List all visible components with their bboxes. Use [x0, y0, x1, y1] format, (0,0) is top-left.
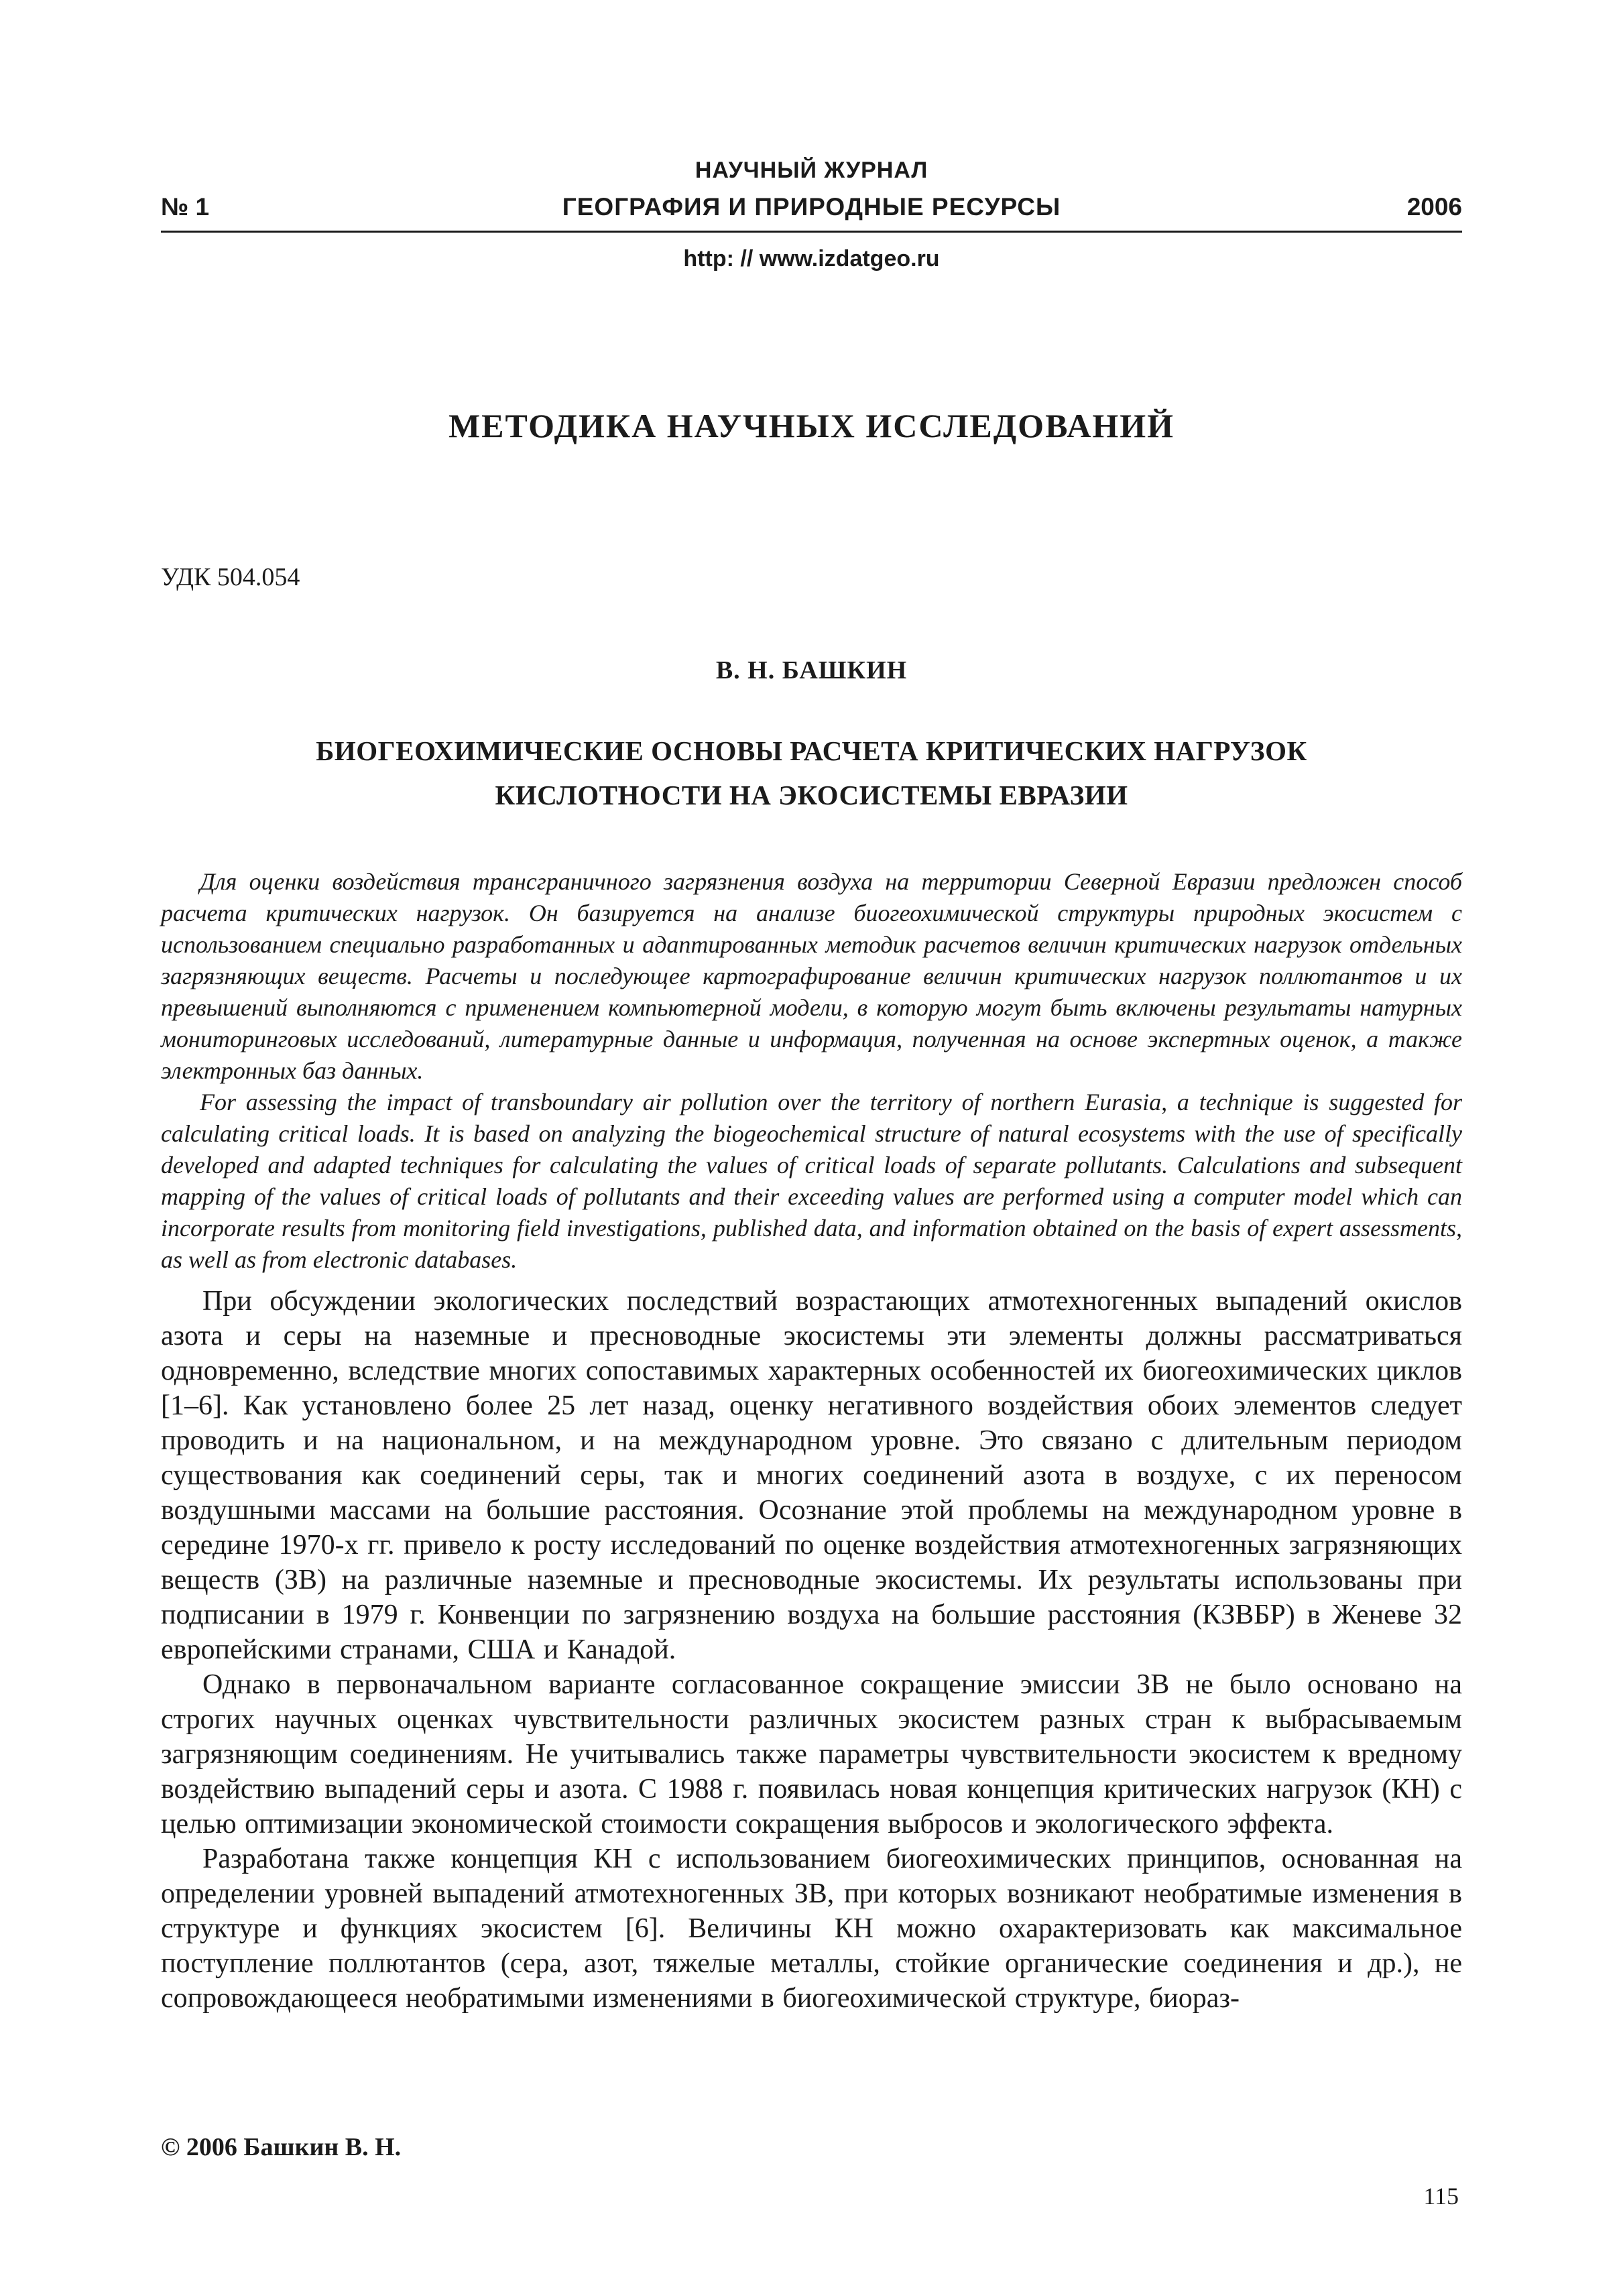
body-paragraph-3: Разработана также концепция КН с использованием биогеохимических принципов, основанная на определении уровней выпадений атмотехногенных ЗВ, при которых возникают необратимые изменения в структуре и функциях экосистем [6]. Величины КН можно охарактеризовать как максимальное поступление поллютантов (сера, азот, тяжелые металлы, стойкие органические соединения и др.), не сопровождающееся необратимыми изменениями в биогеохимической структуре, биораз-: [161, 1844, 1462, 2014]
body-paragraph-1: При обсуждении экологических последствий возрастающих атмотехногенных выпадений окислов азота и серы на наземные и пресноводные экосистемы эти элементы должны рассматриваться одновременно, вследствие многих сопоставимых характерных особенностей их биогеохимических циклов [1–6]. Как установлено более 25 лет назад, оценку негативного воздействия обоих элементов следует проводить и на национальном, и на международном уровне. Это связано с длительным периодом существования как соединений серы, так и многих соединений азота в воздухе, с их переносом воздушными массами на большие расстояния. Осознание этой проблемы на международном уровне в середине 1970-х гг. привело к росту исследований по оценке воздействия атмотехногенных загрязняющих веществ (ЗВ) на различные наземные и пресноводные экосистемы. Их результаты использованы при подписании в 1979 г. Конвенции по загрязнению воздуха на большие расстояния (КЗВБР) в Женеве 32 европейскими странами, США и Канадой.: [161, 1286, 1462, 1665]
masthead-row: [161, 193, 1462, 223]
article-title-line1: БИОГЕОХИМИЧЕСКИЕ ОСНОВЫ РАСЧЕТА КРИТИЧЕСКИХ НАГРУЗОК: [316, 735, 1307, 766]
header-rule: [161, 231, 1462, 233]
udk-code: УДК 504.054: [161, 563, 300, 591]
abstract-english: For assessing the impact of transboundary air pollution over the territory of northern Eurasia, a technique is suggested for calculating critical loads. It is based on analyzing the biogeochemical structure of natural ecosystems with the use of specifically developed and adapted techniques for calculating the values of critical loads of separate pollutants. Calculations and subsequent mapping of the values of critical loads of pollutants and their exceeding values are performed using a computer model which can incorporate results from monitoring field investigations, published data, and information obtained on the basis of expert assessments, as well as from electronic databases.: [161, 1089, 1462, 1273]
abstract-russian: Для оценки воздействия трансграничного загрязнения воздуха на территории Северной Евразии предложен способ расчета критических нагрузок. Он базируется на анализе биогеохимической структуры природных экосистем с использованием специально разработанных и адаптированных методик расчетов величин критических нагрузок отдельных загрязняющих веществ. Расчеты и последующее картографирование величин критических нагрузок поллютантов и их превышений выполняются с применением компьютерной модели, в которую могут быть включены результаты натурных мониторинговых исследований, литературные данные и информация, полученная на основе экспертных оценок, а также электронных баз данных.: [161, 868, 1462, 1084]
article-title-line2: КИСЛОТНОСТИ НА ЭКОСИСТЕМЫ ЕВРАЗИИ: [495, 780, 1128, 810]
journal-url: http: // www.izdatgeo.ru: [683, 246, 940, 271]
section-heading: МЕТОДИКА НАУЧНЫХ ИССЛЕДОВАНИЙ: [448, 407, 1175, 444]
journal-type-label: НАУЧНЫЙ ЖУРНАЛ: [695, 158, 928, 183]
journal-masthead: [161, 158, 1462, 272]
issue-number: № 1: [161, 193, 210, 221]
article-title: [161, 729, 1462, 817]
page-number: 115: [1423, 2183, 1459, 2210]
issue-year: 2006: [1406, 193, 1462, 221]
copyright-line: © 2006 Башкин В. Н.: [161, 2133, 402, 2161]
journal-title: ГЕОГРАФИЯ И ПРИРОДНЫЕ РЕСУРСЫ: [562, 193, 1061, 221]
article-body: [161, 1284, 1462, 2016]
author-name: В. Н. БАШКИН: [715, 656, 908, 684]
body-paragraph-2: Однако в первоначальном варианте согласованное сокращение эмиссии ЗВ не было основано на строгих научных оценках чувствительности различных экосистем разных стран к выбрасываемым загрязняющим соединениям. Не учитывались также параметры чувствительности экосистем к вредному воздействию выпадений серы и азота. С 1988 г. появилась новая концепция критических нагрузок (КН) с целью оптимизации экономической стоимости сокращения выбросов и экологического эффекта.: [161, 1669, 1462, 1839]
